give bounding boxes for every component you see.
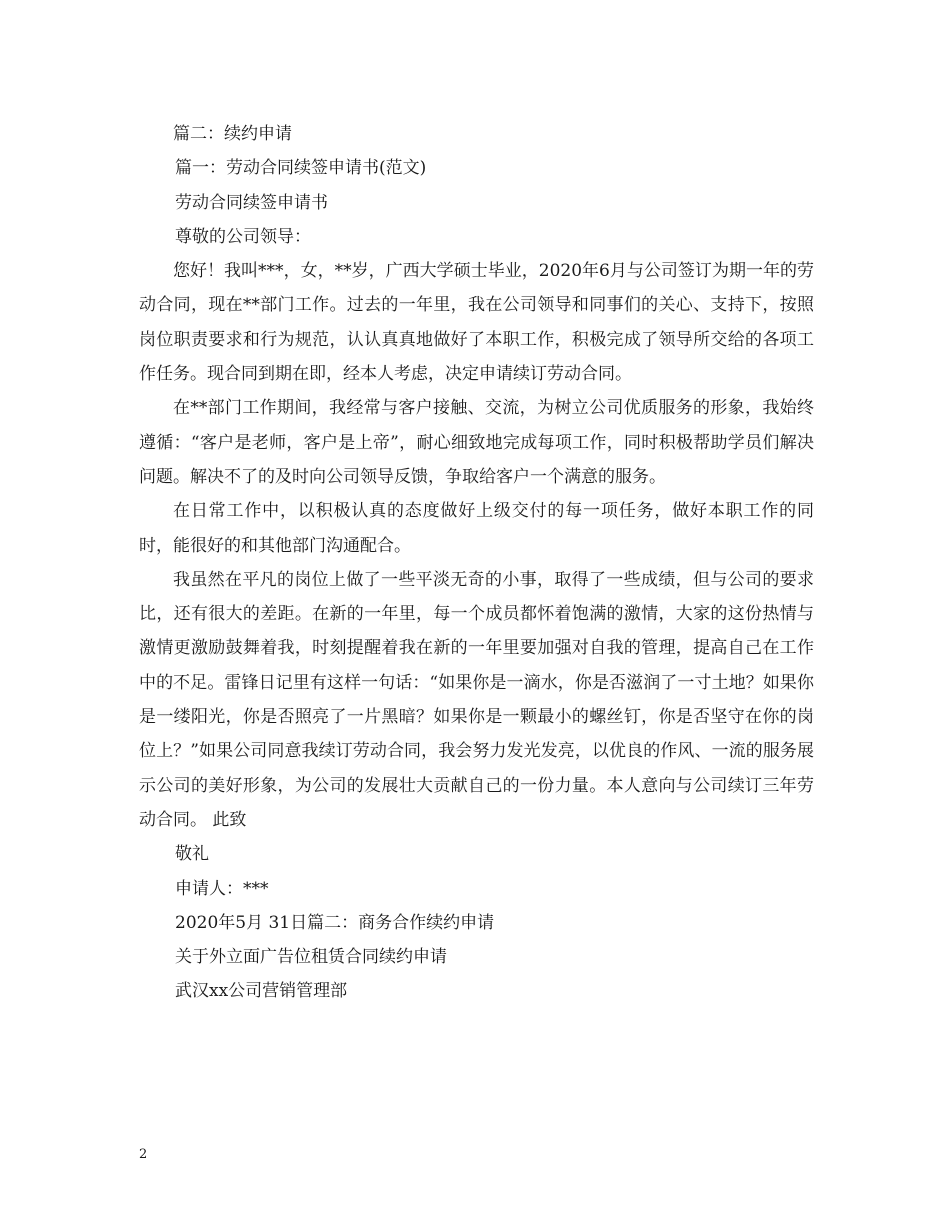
applicant: 申请人：***: [175, 878, 269, 899]
paragraph-closing: 我虽然在平凡的岗位上做了一些平淡无奇的小事，取得了一些成绩，但与公司的要求比，还有很大的差距。在新的一年里，每一个成员都怀着饱满的激情，大家的这份热情与激情更激励鼓舞着我，时刻提醒着我在新的一年里要加强对自我的管理，提高自己在工作中的不足。雷锋日记里有这样一句话：“如果你是一滴水，你是否滋润了一寸土地？如果你是一缕阳光，你是否照亮了一片黑暗？如果你是一颗最小的螺丝钉，你是否坚守在你的岗位上？”如果公司同意我续订劳动合同，我会努力发光发亮，以优良的作风、一流的服务展示公司的美好形象，为公司的发展壮大贡献自己的一份力量。本人意向与公司续订三年劳动合同。 此致: [139, 569, 814, 830]
heading-part-two: 篇二：续约申请: [173, 124, 292, 144]
salutation: 尊敬的公司领导：: [175, 226, 311, 247]
date-and-next-heading: 2020年5月 31日篇二：商务合作续约申请: [175, 912, 495, 933]
heading-part-one: 篇一：劳动合同续签申请书(范文): [175, 158, 427, 179]
paragraph-daily-work: 在日常工作中，以积极认真的态度做好上级交付的每一项任务，做好本职工作的同时，能很好的和其他部门沟通配合。: [139, 501, 814, 556]
paragraph-intro: 您好！我叫***，女，**岁，广西大学硕士毕业，2020年6月与公司签订为期一年的劳动合同，现在**部门工作。过去的一年里，我在公司领导和同事们的关心、支持下，按照岗位职责要求和行为规范，认认真真地做好了本职工作，积极完成了领导所交给的各项工作任务。现合同到期在即，经本人考虑，决定申请续订劳动合同。: [139, 261, 814, 385]
document-body: [139, 117, 814, 1009]
page-number: 2: [139, 1147, 148, 1162]
paragraph-customer-service: 在**部门工作期间，我经常与客户接触、交流，为树立公司优质服务的形象，我始终遵循：“客户是老师，客户是上帝”，耐心细致地完成每项工作，同时积极帮助学员们解决问题。解决不了的及时向公司领导反馈，争取给客户一个满意的服务。: [139, 398, 814, 487]
regards: 敬礼: [175, 844, 209, 865]
recipient-department: 武汉xx公司营销管理部: [175, 981, 348, 1002]
next-letter-title: 关于外立面广告位租赁合同续约申请: [175, 947, 447, 968]
letter-title: 劳动合同续签申请书: [175, 192, 328, 213]
